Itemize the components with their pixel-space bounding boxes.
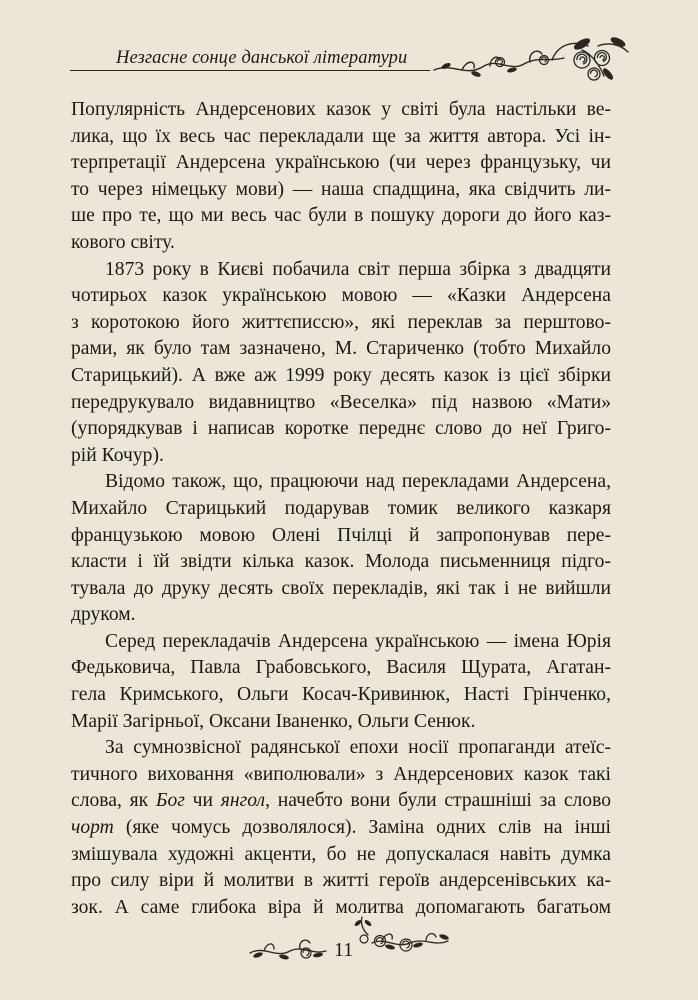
text-line: рій Кочур). xyxy=(71,444,164,466)
floral-vine-icon xyxy=(432,36,632,86)
text-line: то через німецьку мови) — наша спадщина, яка свідчить ли- xyxy=(71,178,611,200)
text-line: про силу віри й молитви в житті героїв андерсенівських ка- xyxy=(71,870,611,892)
paragraph xyxy=(71,97,611,257)
text-line: терпретації Андерсена українською (чи через французьку, чи xyxy=(71,152,611,174)
text-line xyxy=(71,788,611,815)
running-header xyxy=(70,40,630,80)
text-line: класти і їй звідти кілька казок. Молода письменниця підго- xyxy=(71,551,611,573)
text-line: з коротокою його життєписсю», які переклав за перштово- xyxy=(71,311,611,333)
page-number: 11 xyxy=(334,939,354,961)
paragraph xyxy=(71,469,611,629)
text-line: Популярність Андерсенових казок у світі була настільки ве- xyxy=(71,99,611,120)
text-line: Серед перекладачів Андерсена українською — імена Юрія xyxy=(105,630,611,652)
running-header-title: Незгасне сонце данської літератури xyxy=(116,48,408,68)
text-line: гела Кримського, Ольги Косач-Кривинюк, Насті Грінченко, xyxy=(71,684,611,706)
text-line: французькою мовою Олені Пчілці й запропонував пере- xyxy=(71,524,611,546)
text-line: кового світу. xyxy=(71,231,175,253)
text-line: За сумнозвісної радянської епохи носії пропаганди атеїс- xyxy=(105,737,611,759)
paragraph xyxy=(71,257,611,470)
paragraph xyxy=(71,735,611,921)
text-line: рами, як було там зазначено, М. Стариченко (тобто Михайло xyxy=(71,338,611,360)
text-line: Михайло Старицький подарував томик великого казкаря xyxy=(71,497,611,519)
page-footer xyxy=(0,915,698,975)
italic-word: чорт xyxy=(71,817,114,839)
text-run: (яке чомусь дозволялося). Заміна одних слів на інші xyxy=(113,817,611,839)
italic-word: янгол xyxy=(220,790,266,812)
text-line: друком. xyxy=(71,604,136,626)
text-line: Старицький). А вже аж 1999 року десять казок із цієї збірки xyxy=(71,364,611,386)
text-line: Марії Загірньої, Оксани Іваненко, Ольги Сенюк. xyxy=(71,710,476,732)
text-line: тичного виховання «виполювали» з Андерсенових казок такі xyxy=(71,763,611,785)
text-line: змішувала художні акценти, бо не допускалася навіть думка xyxy=(71,843,611,865)
text-run: , начебто вони були страшніші за слово xyxy=(265,790,611,812)
text-line: тувала до друку десять своїх перекладів, які так і не вийшли xyxy=(71,577,611,599)
header-rule xyxy=(70,70,430,71)
text-line: передрукувало видавництво «Веселка» під назвою «Мати» xyxy=(71,391,611,413)
text-line: лика, що їх весь час перекладали ще за життя автора. Усі ін- xyxy=(71,125,611,147)
text-line: зок. А саме глибока віра й молитва допомагають багатьом xyxy=(71,896,611,918)
italic-word: Бог xyxy=(155,790,185,812)
body-text xyxy=(71,97,611,921)
text-run: слова, як xyxy=(71,790,156,812)
text-line: Відомо також, що, працюючи над перекладами Андерсена, xyxy=(105,471,611,493)
paragraph xyxy=(71,629,611,735)
text-line xyxy=(71,815,611,842)
text-line: чотирьох казок українською мовою — «Казки Андерсена xyxy=(71,285,611,307)
text-line: (упорядкував і написав коротке переднє слово до неї Григо- xyxy=(71,418,611,440)
text-line: Федьковича, Павла Грабовського, Василя Щурата, Агатан- xyxy=(71,657,611,679)
text-line: 1873 року в Києві побачила світ перша збірка з двадцяти xyxy=(105,258,611,280)
text-run: чи xyxy=(184,790,221,812)
text-line: ше про те, що ми весь час були в пошуку дороги до його каз- xyxy=(71,205,611,227)
